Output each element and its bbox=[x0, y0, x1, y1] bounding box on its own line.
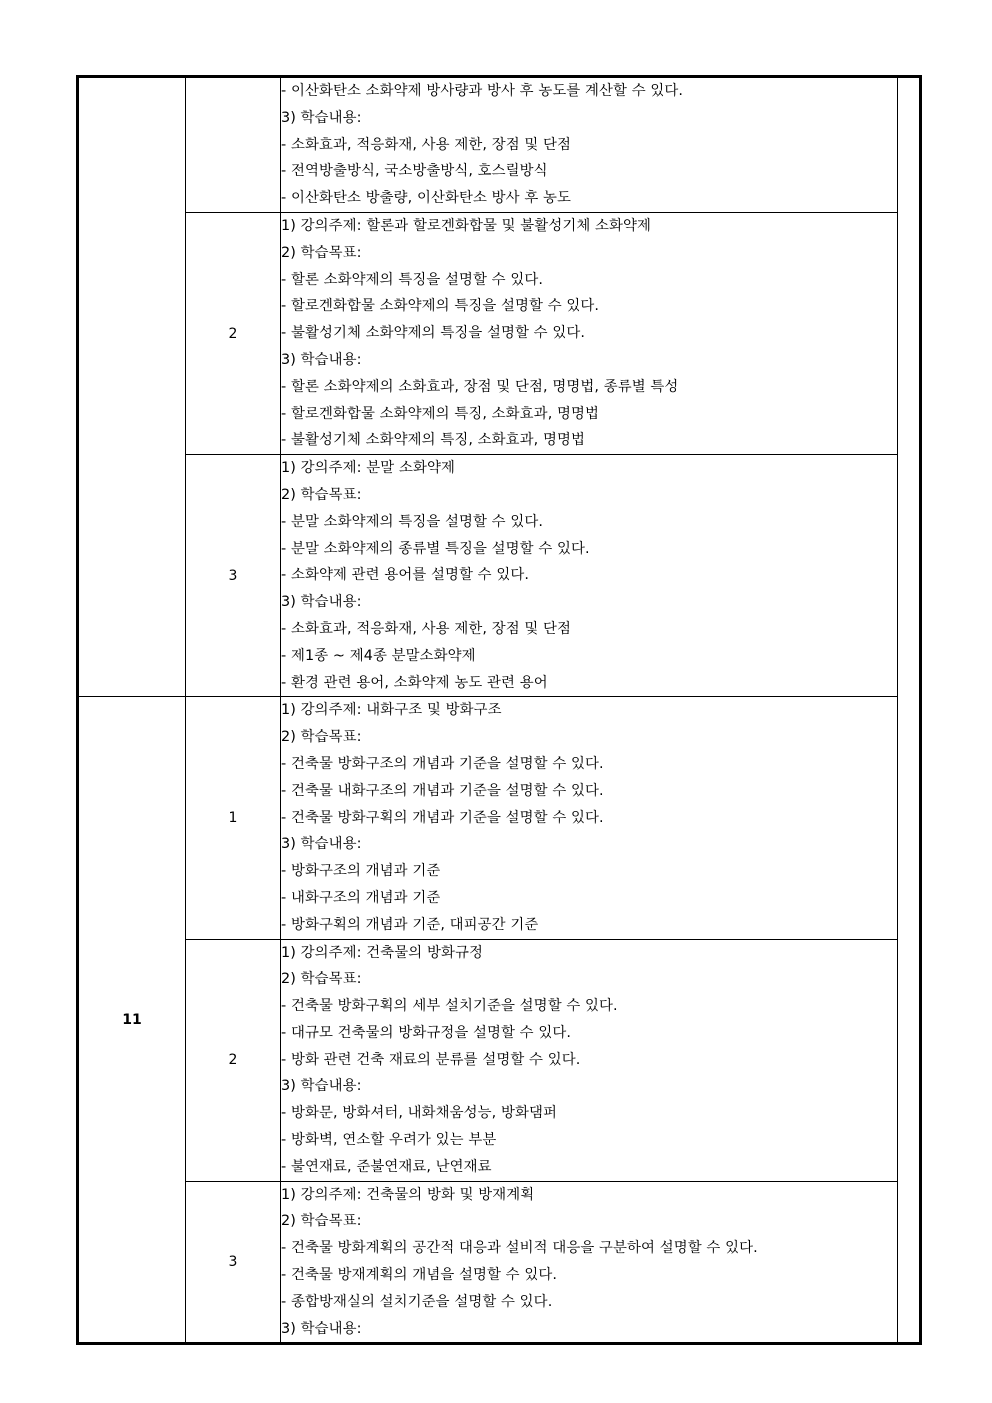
content-line: - 방화문, 방화셔터, 내화채움성능, 방화댐퍼 bbox=[281, 1105, 558, 1122]
content-line: - 내화구조의 개념과 기준 bbox=[281, 889, 441, 906]
content-line: 1) 강의주제: 건축물의 방화 및 방재계획 bbox=[281, 1186, 535, 1203]
content-line: - 할론 소화약제의 소화효과, 장점 및 단점, 명명법, 종류별 특성 bbox=[281, 378, 679, 395]
content-line: 3) 학습내용: bbox=[281, 1320, 362, 1337]
content-line: - 방화구조의 개념과 기준 bbox=[281, 863, 441, 880]
content-line: 1) 강의주제: 할론과 할로겐화합물 및 불활성기체 소화약제 bbox=[281, 217, 651, 234]
content-line: - 이산화탄소 소화약제 방사량과 방사 후 농도를 계산할 수 있다. bbox=[281, 83, 684, 99]
content-line: - 분말 소화약제의 종류별 특징을 설명할 수 있다. bbox=[281, 540, 590, 557]
content-line: - 대규모 건축물의 방화규정을 설명할 수 있다. bbox=[281, 1024, 572, 1041]
content-line: 3) 학습내용: bbox=[281, 351, 362, 368]
content-line: 3) 학습내용: bbox=[281, 836, 362, 853]
content-line: - 이산화탄소 방출량, 이산화탄소 방사 후 농도 bbox=[281, 190, 572, 207]
content-line: - 할로겐화합물 소화약제의 특징, 소화효과, 명명법 bbox=[281, 405, 600, 422]
content-line: - 환경 관련 용어, 소화약제 농도 관련 용어 bbox=[281, 674, 548, 691]
content-line: 1) 강의주제: 건축물의 방화규정 bbox=[281, 944, 483, 961]
content-line: - 소화효과, 적응화재, 사용 제한, 장점 및 단점 bbox=[281, 136, 572, 153]
right-margin-cell bbox=[898, 77, 921, 1344]
content-line: 1) 강의주제: 내화구조 및 방화구조 bbox=[281, 702, 502, 719]
content-line: 3) 학습내용: bbox=[281, 594, 362, 611]
session-cell: 3 bbox=[186, 1181, 281, 1344]
content-line: - 방화 관련 건축 재료의 분류를 설명할 수 있다. bbox=[281, 1051, 581, 1068]
session-cell: 2 bbox=[186, 939, 281, 1181]
content-line: - 불활성기체 소화약제의 특징을 설명할 수 있다. bbox=[281, 325, 586, 342]
session-cell bbox=[186, 77, 281, 213]
content-cell bbox=[281, 455, 898, 697]
content-line: - 방화구획의 개념과 기준, 대피공간 기준 bbox=[281, 916, 539, 933]
table-row bbox=[78, 212, 921, 454]
content-cell bbox=[281, 697, 898, 939]
content-line: - 소화약제 관련 용어를 설명할 수 있다. bbox=[281, 567, 530, 584]
content-line: 2) 학습목표: bbox=[281, 1213, 362, 1230]
content-line: - 건축물 방화구획의 세부 설치기준을 설명할 수 있다. bbox=[281, 998, 618, 1015]
week-cell: 11 bbox=[78, 697, 186, 1344]
content-line: 2) 학습목표: bbox=[281, 971, 362, 988]
table-row bbox=[78, 1181, 921, 1344]
content-line: - 건축물 방화구획의 개념과 기준을 설명할 수 있다. bbox=[281, 809, 604, 826]
content-line: 2) 학습목표: bbox=[281, 729, 362, 746]
content-line: - 제1종 ~ 제4종 분말소화약제 bbox=[281, 647, 476, 664]
content-line: 3) 학습내용: bbox=[281, 1078, 362, 1095]
session-cell: 1 bbox=[186, 697, 281, 939]
session-cell: 2 bbox=[186, 212, 281, 454]
syllabus-table bbox=[76, 75, 922, 1345]
content-line: - 분말 소화약제의 특징을 설명할 수 있다. bbox=[281, 513, 544, 530]
table-row bbox=[78, 455, 921, 697]
syllabus-page bbox=[76, 75, 922, 1345]
table-row bbox=[78, 939, 921, 1181]
table-row bbox=[78, 697, 921, 939]
content-line: - 종합방재실의 설치기준을 설명할 수 있다. bbox=[281, 1293, 553, 1310]
content-line: - 전역방출방식, 국소방출방식, 호스릴방식 bbox=[281, 163, 548, 180]
session-cell: 3 bbox=[186, 455, 281, 697]
content-cell bbox=[281, 939, 898, 1181]
content-cell bbox=[281, 1181, 898, 1344]
content-line: 2) 학습목표: bbox=[281, 486, 362, 503]
content-line: - 불활성기체 소화약제의 특징, 소화효과, 명명법 bbox=[281, 432, 586, 449]
content-line: - 건축물 방화구조의 개념과 기준을 설명할 수 있다. bbox=[281, 755, 604, 772]
content-line: - 건축물 방화계획의 공간적 대응과 설비적 대응을 구분하여 설명할 수 있다. bbox=[281, 1240, 758, 1257]
content-line: - 건축물 내화구조의 개념과 기준을 설명할 수 있다. bbox=[281, 782, 604, 799]
content-line: - 불연재료, 준불연재료, 난연재료 bbox=[281, 1158, 492, 1175]
content-line: - 건축물 방재계획의 개념을 설명할 수 있다. bbox=[281, 1267, 558, 1284]
content-line: - 소화효과, 적응화재, 사용 제한, 장점 및 단점 bbox=[281, 620, 572, 637]
week-cell bbox=[78, 77, 186, 697]
content-line: 2) 학습목표: bbox=[281, 244, 362, 261]
content-line: 3) 학습내용: bbox=[281, 109, 362, 126]
content-line: - 할로겐화합물 소화약제의 특징을 설명할 수 있다. bbox=[281, 298, 600, 315]
content-line: 1) 강의주제: 분말 소화약제 bbox=[281, 460, 455, 477]
table-row bbox=[78, 77, 921, 213]
content-line: - 할론 소화약제의 특징을 설명할 수 있다. bbox=[281, 271, 544, 288]
content-cell bbox=[281, 212, 898, 454]
content-cell bbox=[281, 77, 898, 213]
content-line: - 방화벽, 연소할 우려가 있는 부분 bbox=[281, 1132, 497, 1149]
syllabus-table-body bbox=[78, 77, 921, 1344]
